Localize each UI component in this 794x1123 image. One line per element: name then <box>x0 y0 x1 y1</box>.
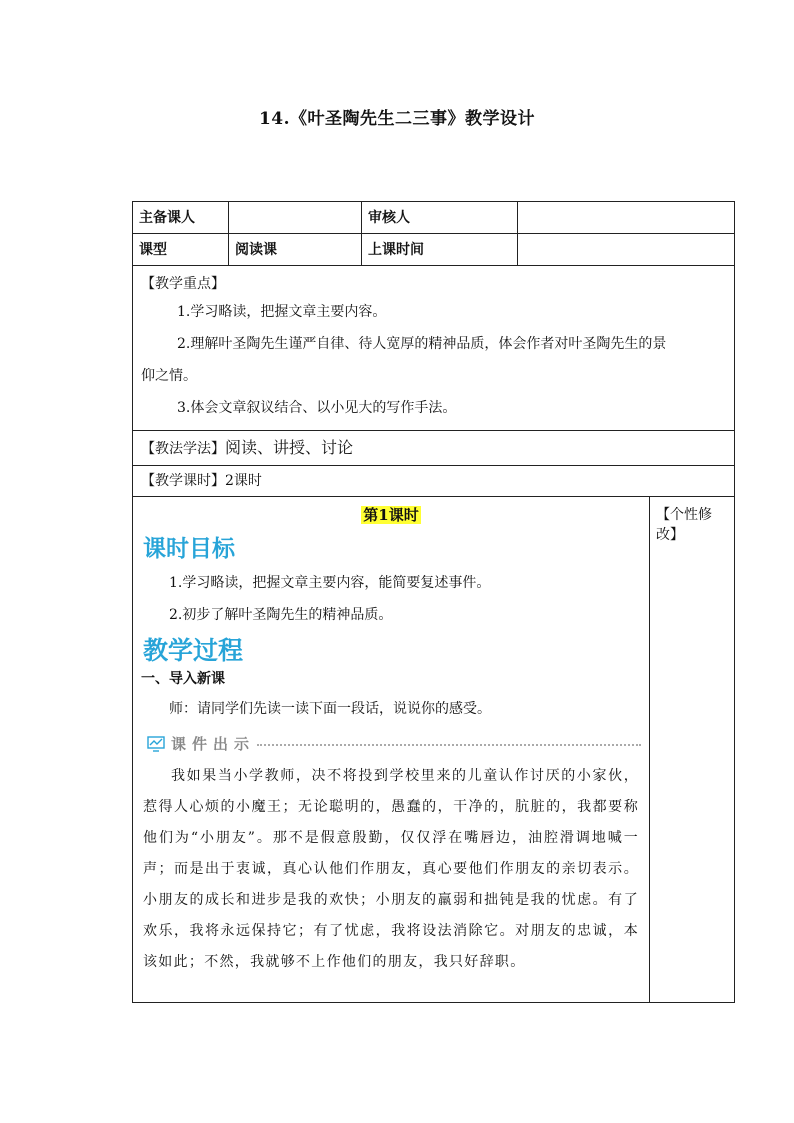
focus-item-2a: 2.理解叶圣陶先生谨严自律、待人宽厚的精神品质，体会作者对叶圣陶先生的景 <box>177 336 667 352</box>
class-time-value[interactable] <box>518 234 735 266</box>
lesson-content-cell <box>133 497 650 1003</box>
focus-item-3: 3.体会文章叙议结合、以小见大的写作手法。 <box>177 400 457 416</box>
hours-value: 2课时 <box>225 473 262 489</box>
lead-teacher-label: 主备课人 <box>133 202 229 234</box>
lesson-row <box>133 497 735 1003</box>
hours-label: 【教学课时】 <box>141 473 225 489</box>
period-highlight: 第1课时 <box>363 506 419 524</box>
lesson-plan-table <box>132 201 735 1003</box>
focus-heading: 【教学重点】 <box>141 276 225 292</box>
goal-2: 2.初步了解叶圣陶先生的精神品质。 <box>169 607 393 623</box>
chart-screen-icon <box>147 736 165 752</box>
lesson-type-label: 课型 <box>133 234 229 266</box>
methods-label: 【教法学法】 <box>141 440 225 457</box>
reviewer-label: 审核人 <box>362 202 518 234</box>
header-row-2 <box>133 234 735 266</box>
courseware-quote: 我如果当小学教师，决不将投到学校里来的儿童认作讨厌的小家伙，惹得人心烦的小魔王；无论聪明的，愚蠢的，干净的，肮脏的，我都要称他们为“小朋友”。那不是假意殷勤，仅仅浮在嘴唇边，油腔滑调地喊一声；而是出于衷诚，真心认他们作朋友，真心要他们作朋友的亲切表示。小朋友的成长和进步是我的欢快；小朋友的羸弱和拙钝是我的忧虑。有了欢乐，我将永远保持它；有了忧虑，我将设法消除它。对朋友的忠诚，本该如此；不然，我就够不上作他们的朋友，我只好辞职。 <box>143 768 639 970</box>
lesson-type-value: 阅读课 <box>229 234 362 266</box>
lead-teacher-value[interactable] <box>229 202 362 234</box>
dotted-divider <box>257 744 641 746</box>
section-intro: 一、导入新课 <box>141 671 225 687</box>
teacher-instruction: 师：请同学们先读一读下面一段话，说说你的感受。 <box>169 701 491 717</box>
personal-notes-label: 【个性修改】 <box>656 507 712 543</box>
courseware-header <box>147 733 641 755</box>
focus-item-1: 1.学习略读，把握文章主要内容。 <box>177 304 387 320</box>
reviewer-value[interactable] <box>518 202 735 234</box>
page-title: 14.《叶圣陶先生二三事》教学设计 <box>258 109 536 129</box>
methods-row <box>133 431 735 466</box>
courseware-label: 课件出示 <box>171 735 256 753</box>
hours-cell <box>133 466 735 497</box>
hours-row <box>133 466 735 497</box>
personal-notes-cell[interactable] <box>650 497 735 1003</box>
period-title <box>133 505 649 525</box>
teaching-focus-cell <box>133 266 735 431</box>
goals-heading: 课时目标 <box>143 536 235 562</box>
focus-row <box>133 266 735 431</box>
focus-item-2b: 仰之情。 <box>141 368 197 384</box>
class-time-label: 上课时间 <box>362 234 518 266</box>
methods-cell <box>133 431 735 466</box>
methods-value: 阅读、讲授、讨论 <box>225 437 354 457</box>
process-heading: 教学过程 <box>143 636 244 665</box>
header-row-1 <box>133 202 735 234</box>
goal-1: 1.学习略读，把握文章主要内容，能简要复述事件。 <box>169 575 491 591</box>
